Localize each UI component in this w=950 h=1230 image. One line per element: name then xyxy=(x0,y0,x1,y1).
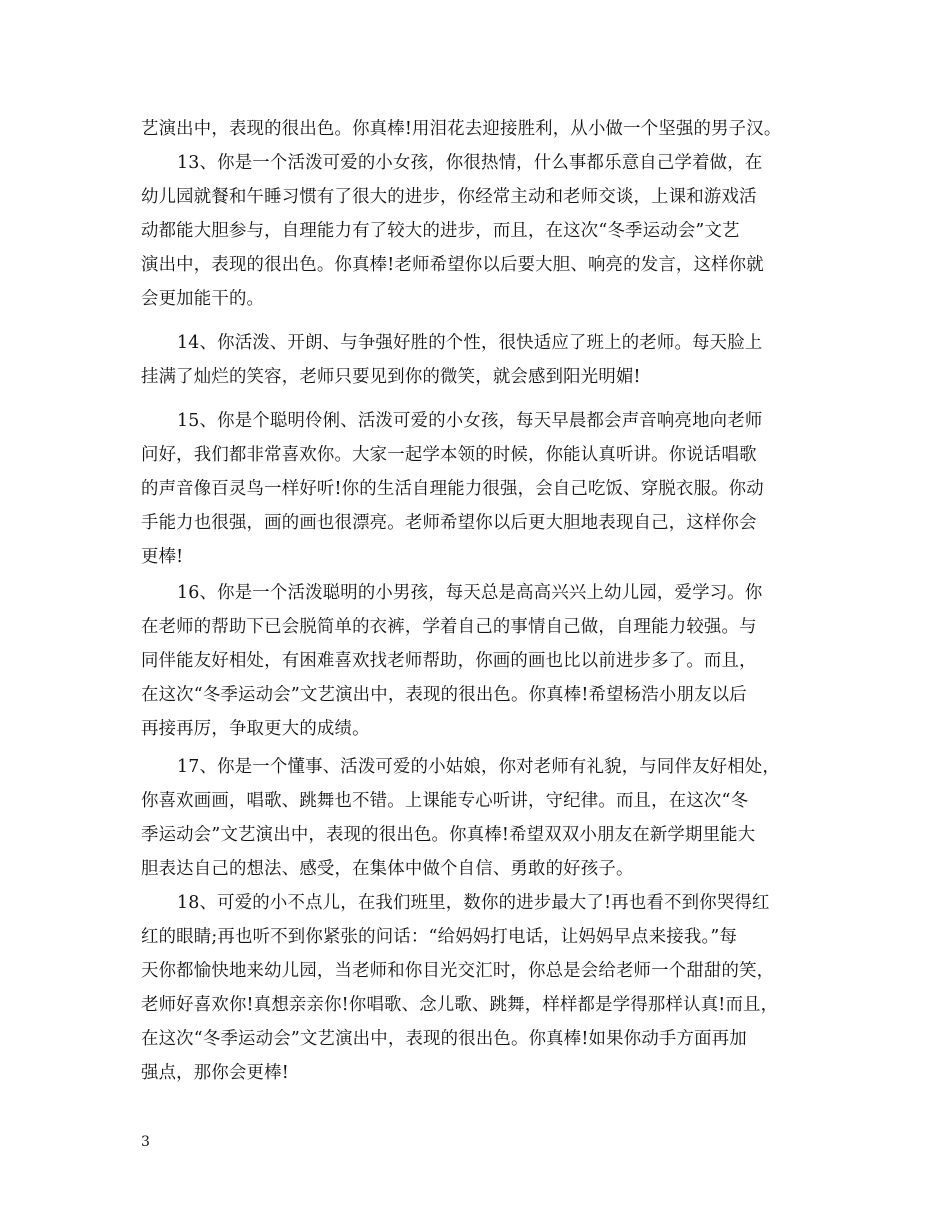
text-line: 会更加能干的。 xyxy=(141,289,265,309)
paragraph-16-line: 16、你是一个活泼聪明的小男孩，每天总是高高兴兴上幼儿园，爱学习。你 xyxy=(177,583,763,603)
text-line: 强点，那你会更棒! xyxy=(141,1063,289,1083)
text-line: 演出中，表现的很出色。你真棒!老师希望你以后要大胆、响亮的发言，这样你就 xyxy=(141,255,764,275)
paragraph-17-line: 17、你是一个懂事、活泼可爱的小姑娘，你对老师有礼貌，与同伴友好相处， xyxy=(177,757,781,777)
text-line: 动都能大胆参与，自理能力有了较大的进步，而且，在这次“冬季运动会”文艺 xyxy=(141,221,740,241)
text-line: 季运动会”文艺演出中，表现的很出色。你真棒!希望双双小朋友在新学期里能大 xyxy=(141,825,756,845)
text-line: 挂满了灿烂的笑容，老师只要见到你的微笑，就会感到阳光明媚! xyxy=(141,367,641,387)
paragraph-18-line: 18、可爱的小不点儿，在我们班里，数你的进步最大了!再也看不到你哭得红 xyxy=(177,893,770,913)
text-line: 红的眼睛;再也听不到你紧张的问话：“给妈妈打电话，让妈妈早点来接我。”每 xyxy=(141,927,738,947)
text-line: 在老师的帮助下已会脱简单的衣裤，学着自己的事情自己做，自理能力较强。与 xyxy=(141,617,757,637)
text-line: 幼儿园就餐和午睡习惯有了很大的进步，你经常主动和老师交谈，上课和游戏活 xyxy=(141,187,757,207)
paragraph-15-line: 15、你是个聪明伶俐、活泼可爱的小女孩，每天早晨都会声音响亮地向老师 xyxy=(177,411,763,431)
paragraph-13-line: 13、你是一个活泼可爱的小女孩，你很热情，什么事都乐意自己学着做，在 xyxy=(177,153,763,173)
text-line: 同伴能友好相处，有困难喜欢找老师帮助，你画的画也比以前进步多了。而且， xyxy=(141,651,757,671)
text-line: 再接再厉，争取更大的成绩。 xyxy=(141,719,370,739)
page-number: 3 xyxy=(141,1134,150,1150)
text-line: 在这次“冬季运动会”文艺演出中，表现的很出色。你真棒!如果你动手方面再加 xyxy=(141,1029,747,1049)
text-line: 艺演出中，表现的很出色。你真棒!用泪花去迎接胜利，从小做一个坚强的男子汉。 xyxy=(141,119,782,139)
text-line: 的声音像百灵鸟一样好听!你的生活自理能力很强，会自己吃饭、穿脱衣服。你动 xyxy=(141,479,764,499)
text-line: 老师好喜欢你!真想亲亲你!你唱歌、念儿歌、跳舞，样样都是学得那样认真!而且， xyxy=(141,995,779,1015)
text-line: 在这次“冬季运动会”文艺演出中，表现的很出色。你真棒!希望杨浩小朋友以后 xyxy=(141,685,747,705)
text-line: 问好，我们都非常喜欢你。大家一起学本领的时候，你能认真听讲。你说话唱歌 xyxy=(141,445,757,465)
text-line: 你喜欢画画，唱歌、跳舞也不错。上课能专心听讲，守纪律。而且，在这次“冬 xyxy=(141,791,749,811)
text-line: 手能力也很强，画的画也很漂亮。老师希望你以后更大胆地表现自己，这样你会 xyxy=(141,513,757,533)
text-line: 胆表达自己的想法、感受，在集体中做个自信、勇敢的好孩子。 xyxy=(141,859,634,879)
text-line: 天你都愉快地来幼儿园，当老师和你目光交汇时，你总是会给老师一个甜甜的笑， xyxy=(141,961,775,981)
text-line: 更棒! xyxy=(141,547,184,567)
paragraph-14-line: 14、你活泼、开朗、与争强好胜的个性，很快适应了班上的老师。每天脸上 xyxy=(177,333,763,353)
